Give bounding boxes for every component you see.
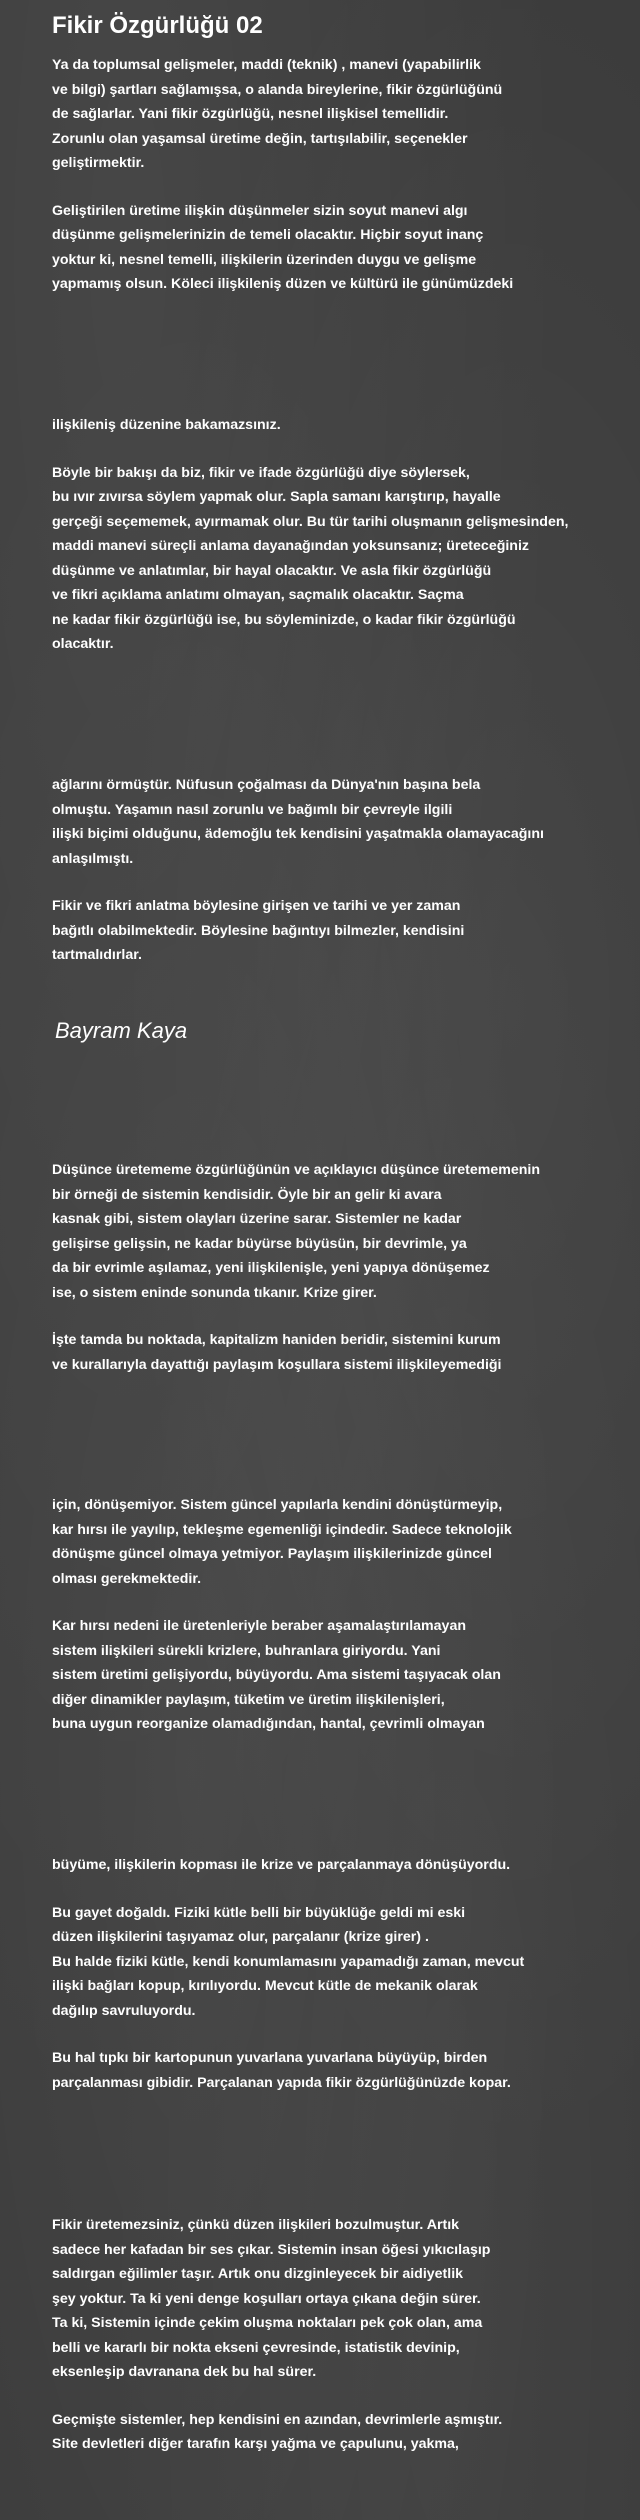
paragraph: Bu hal tıpkı bir kartopunun yuvarlana yuvarlana büyüyüp, birden parçalanması gibidir. Parçalanan yapıda fikir özgürlüğünüzde kopar.: [52, 2050, 511, 2091]
paragraph: için, dönüşemiyor. Sistem güncel yapılarla kendini dönüştürmeyip, kar hırsı ile yayılıp, tekleşme egemenliği içindedir. Sadece teknolojik dönüşme güncel olmaya yetmiyor. Paylaşım ilişkilerinizde güncel olması gerekmektedir.: [52, 1497, 512, 1587]
paragraph: Bu gayet doğaldı. Fiziki kütle belli bir büyüklüğe geldi mi eski düzen ilişkilerini taşıyamaz olur, parçalanır (krize girer) . Bu halde fiziki kütle, kendi konumlamasını yapamadığı zaman, mevcut ilişki bağları kopup, kırılıyordu. Mevcut kütle de mekanik olarak dağılıp savruluyordu.: [52, 1904, 525, 2019]
author-signature: Bayram Kaya: [55, 1018, 188, 1043]
text-section-3: [52, 773, 632, 968]
text-section-1: [52, 53, 632, 297]
paragraph: Geliştirilen üretime ilişkin düşünmeler sizin soyut manevi algı düşünme gelişmelerinizin de temeli olacaktır. Hiçbir soyut inanç yoktur ki, nesnel temelli, ilişkilerin üzerinden duygu ve gelişme yapmamış olsun. Köleci ilişkileniş düzen ve kültürü ile günümüzdeki: [52, 202, 514, 292]
paragraph: Kar hırsı nedeni ile üretenleriyle beraber aşamalaştırılamayan sistem ilişkileri sürekli krizlere, buhranlara giriyordu. Yani sistem üretimi gelişiyordu, büyüyordu. Ama sistemi taşıyacak olan diğer dinamikler paylaşım, tüketim ve üretim ilişkilenişleri, buna uygun reorganize olamadığından, hantal, çevrimli olmayan: [52, 1618, 501, 1732]
paragraph: Ya da toplumsal gelişmeler, maddi (teknik) , manevi (yapabilirlik ve bilgi) şartları sağlamışsa, o alanda bireylerine, fikir özgürlüğünü de sağlarlar. Yani fikir özgürlüğü, nesnel ilişkisel temellidir. Zorunlu olan yaşamsal üretime değin, tartışılabilir, seçenekler geliştirmektir.: [52, 57, 503, 171]
paragraph: Fikir üretemezsiniz, çünkü düzen ilişkileri bozulmuştur. Artık sadece her kafadan bir ses çıkar. Sistemin insan öğesi yıkıcılaşıp saldırgan eğilimler taşır. Artık onu dizginleyecek bir aidiyetlik şey yoktur. Ta ki yeni denge koşulları ortaya çıkana değin sürer. Ta ki, Sistemin içinde çekim oluşma noktaları pek çok olan, ama belli ve kararlı bir nokta ekseni çevresinde, istatistik devinip, eksenleşip davranana dek bu hal sürer.: [52, 2217, 491, 2380]
paragraph: ağlarını örmüştür. Nüfusun çoğalması da Dünya'nın başına bela olmuştu. Yaşamın nasıl zorunlu ve bağımlı bir çevreyle ilgili ilişki biçimi olduğunu, ädemoğlu tek kendisini yaşatmakla olamayacağını anlaşılmıştı.: [52, 777, 544, 867]
text-section-2: [52, 413, 632, 657]
paragraph: İşte tamda bu noktada, kapitalizm haniden beridir, sistemini kurum ve kurallarıyla dayattığı paylaşım koşullara sistemi ilişkileyemediği: [52, 1332, 502, 1373]
text-section-7: [52, 2213, 632, 2457]
paragraph: büyüme, ilişkilerin kopması ile krize ve parçalanmaya dönüşüyordu.: [52, 1857, 511, 1873]
text-section-6: [52, 1853, 632, 2095]
paragraph: Böyle bir bakışı da biz, fikir ve ifade özgürlüğü diye söylersek, bu ıvır zıvırsa söylem yapmak olur. Sapla samanı karıştırıp, hayalle gerçeği seçememek, ayırmamak olur. Bu tür tarihi oluşmanın gelişmesinden, maddi manevi süreçli anlama dayanağından yoksunsanız; üreteceğiniz düşünme ve anlatımlar, bir hayal olacaktır. Ve asla fikir özgürlüğü ve fikri açıklama anlatımı olmayan, saçmalık olacaktır. Saçma ne kadar fikir özgürlüğü ise, bu söyleminizde, o kadar fikir özgürlüğü olacaktır.: [52, 464, 569, 652]
text-section-5: [52, 1493, 632, 1737]
page-title: Fikir Özgürlüğü 02: [52, 12, 263, 39]
paragraph: Düşünce üretememe özgürlüğünün ve açıklayıcı düşünce üretememenin bir örneği de sistemin kendisidir. Öyle bir an gelir ki avara kasnak gibi, sistem olayları üzerine sarar. Sistemler ne kadar gelişirse gelişsin, ne kadar büyürse büyüsün, bir devrimle, ya da bir evrimle aşılamaz, yeni ilişkilenişle, yeni yapıya dönüşemez ise, o sistem eninde sonunda tıkanır. Krize girer.: [52, 1162, 541, 1301]
text-section-4: [52, 1158, 632, 1377]
paragraph: Geçmişte sistemler, hep kendisini en azından, devrimlerle aşmıştır. Site devletleri diğer tarafın karşı yağma ve çapulunu, yakma,: [52, 2411, 503, 2452]
paragraph: ilişkileniş düzenine bakamazsınız.: [52, 417, 281, 433]
paragraph: Fikir ve fikri anlatma böylesine girişen ve tarihi ve yer zaman bağıtlı olabilmektedir. Böylesine bağıntıyı bilmezler, kendisini tartmalıdırlar.: [52, 898, 465, 963]
